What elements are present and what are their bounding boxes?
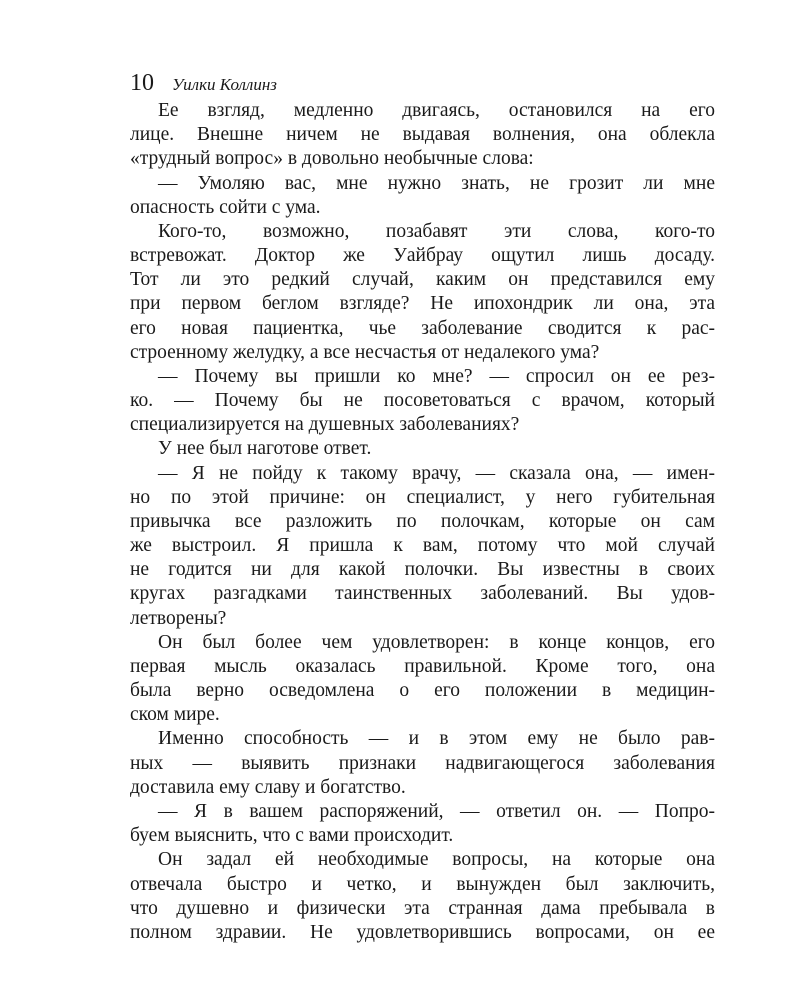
text-line: — Я не пойду к такому врачу, — сказала она, — имен-	[158, 462, 715, 484]
text-line: Тот ли это редкий случай, каким он представился ему	[130, 269, 715, 291]
text-line: полном здравии. Не удовлетворившись вопросами, он ее	[130, 921, 715, 943]
page-header	[130, 68, 277, 98]
text-line: доставила ему славу и богатство.	[130, 776, 406, 798]
page-number: 10	[130, 70, 154, 96]
text-line: ском мире.	[130, 704, 220, 726]
text-line: «трудный вопрос» в довольно необычные слова:	[130, 148, 534, 170]
text-line: ных — выявить признаки надвигающегося заболевания	[130, 752, 715, 774]
running-title: Уилки Коллинз	[172, 75, 277, 94]
text-line: же выстроил. Я пришла к вам, потому что мой случай	[130, 535, 715, 557]
text-line: — Почему вы пришли ко мне? — спросил он ее рез-	[158, 365, 715, 387]
text-line: Именно способность — и в этом ему не было рав-	[158, 728, 715, 750]
text-line: Он задал ей необходимые вопросы, на которые она	[158, 849, 715, 871]
text-line: кругах разгадками таинственных заболеваний. Вы удов-	[130, 583, 715, 605]
text-line: опасность сойти с ума.	[130, 196, 321, 218]
text-line: встревожат. Доктор же Уайбрау ощутил лишь досаду.	[130, 245, 715, 267]
text-line: отвечала быстро и четко, и вынужден был заключить,	[130, 873, 715, 895]
text-line: первая мысль оказалась правильной. Кроме того, она	[130, 655, 715, 677]
text-line: лице. Внешне ничем не выдавая волнения, она облекла	[130, 124, 715, 146]
text-line: летворены?	[130, 607, 227, 629]
text-line: специализируется на душевных заболеваниях?	[130, 414, 520, 436]
text-line: ко. — Почему бы не посоветоваться с врачом, который	[130, 390, 715, 412]
text-line: буем выяснить, что с вами происходит.	[130, 825, 454, 847]
text-line: — Умоляю вас, мне нужно знать, не грозит ли мне	[158, 172, 715, 194]
text-line: но по этой причине: он специалист, у него губительная	[130, 486, 715, 508]
text-line: его новая пациентка, чье заболевание сводится к рас-	[130, 317, 715, 339]
text-line: что душевно и физически эта странная дама пребывала в	[130, 897, 715, 919]
text-line: У нее был наготове ответ.	[158, 438, 372, 460]
text-line: Ее взгляд, медленно двигаясь, остановился на его	[158, 100, 715, 121]
text-line: — Я в вашем распоряжений, — ответил он. — Попро-	[158, 800, 715, 822]
text-line: Он был более чем удовлетворен: в конце концов, его	[158, 631, 715, 653]
text-line: при первом беглом взгляде? Не ипохондрик ли она, эта	[130, 293, 715, 315]
body-text	[130, 99, 715, 945]
text-line: была верно осведомлена о его положении в медицин-	[130, 680, 715, 702]
text-line: не годится ни для какой полочки. Вы известны в своих	[130, 559, 715, 581]
text-line: строенному желудку, а все несчастья от недалекого ума?	[130, 341, 600, 363]
text-line: привычка все разложить по полочкам, которые он сам	[130, 510, 715, 532]
text-line: Кого-то, возможно, позабавят эти слова, кого-то	[158, 220, 715, 242]
